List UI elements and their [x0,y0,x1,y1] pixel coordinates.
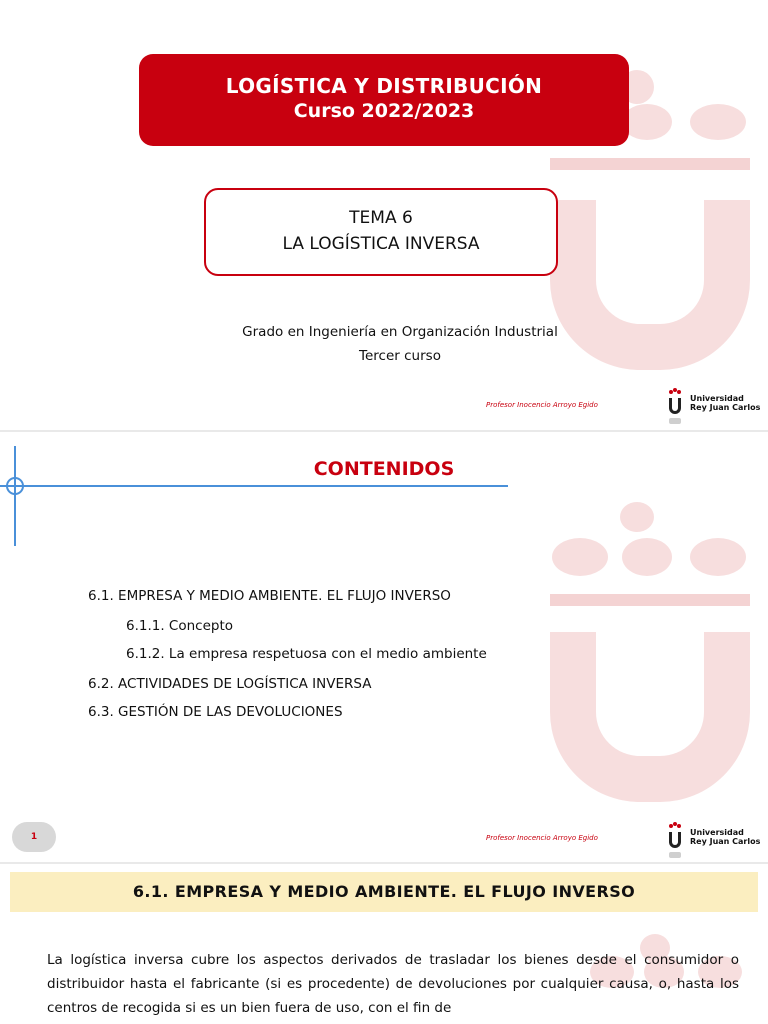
contents-slide [0,432,768,862]
university-name-1: Universidad [690,828,744,837]
university-watermark [540,502,768,802]
urjc-icon [666,388,684,424]
university-logo [666,820,762,860]
topic-box [204,188,558,276]
decorative-horizontal-line [0,485,508,487]
urjc-icon [666,822,684,858]
toc-item-6-3: 6.3. GESTIÓN DE LAS DEVOLUCIONES [88,704,343,720]
toc-item-6-1-2: 6.1.2. La empresa respetuosa con el medio ambiente [126,646,487,662]
section-title-bar: 6.1. EMPRESA Y MEDIO AMBIENTE. EL FLUJO INVERSO [10,872,758,912]
page-number-badge: 1 [12,822,56,852]
degree-name: Grado en Ingeniería en Organización Industrial [242,324,558,340]
contents-heading: CONTENIDOS [313,458,455,480]
toc-item-6-1-1: 6.1.1. Concepto [126,618,234,634]
university-name-2: Rey Juan Carlos [690,837,761,846]
professor-name: Profesor Inocencio Arroyo Egido [486,401,598,409]
university-logo [666,386,762,426]
section-paragraph: La logística inversa cubre los aspectos derivados de trasladar los bienes desde el consumidor o distribuidor hasta el fabricante (si es procedente) de devoluciones por cualquier causa, o, hasta los centros de recogida si es un bien fuera de uso, con el fin de [47,952,739,1016]
degree-year: Tercer curso [359,348,441,364]
topic-title: LA LOGÍSTICA INVERSA [282,234,480,254]
toc-item-6-2: 6.2. ACTIVIDADES DE LOGÍSTICA INVERSA [88,676,372,692]
university-name-2: Rey Juan Carlos [690,403,761,412]
course-title: LOGÍSTICA Y DISTRIBUCIÓN [225,74,543,98]
university-name-1: Universidad [690,394,744,403]
course-title-box [139,54,629,146]
course-year: Curso 2022/2023 [293,100,475,122]
toc-item-6-1: 6.1. EMPRESA Y MEDIO AMBIENTE. EL FLUJO INVERSO [88,588,451,604]
title-slide [0,0,768,430]
topic-number: TEMA 6 [349,208,413,228]
professor-name: Profesor Inocencio Arroyo Egido [486,834,598,842]
section-slide [0,864,768,1024]
